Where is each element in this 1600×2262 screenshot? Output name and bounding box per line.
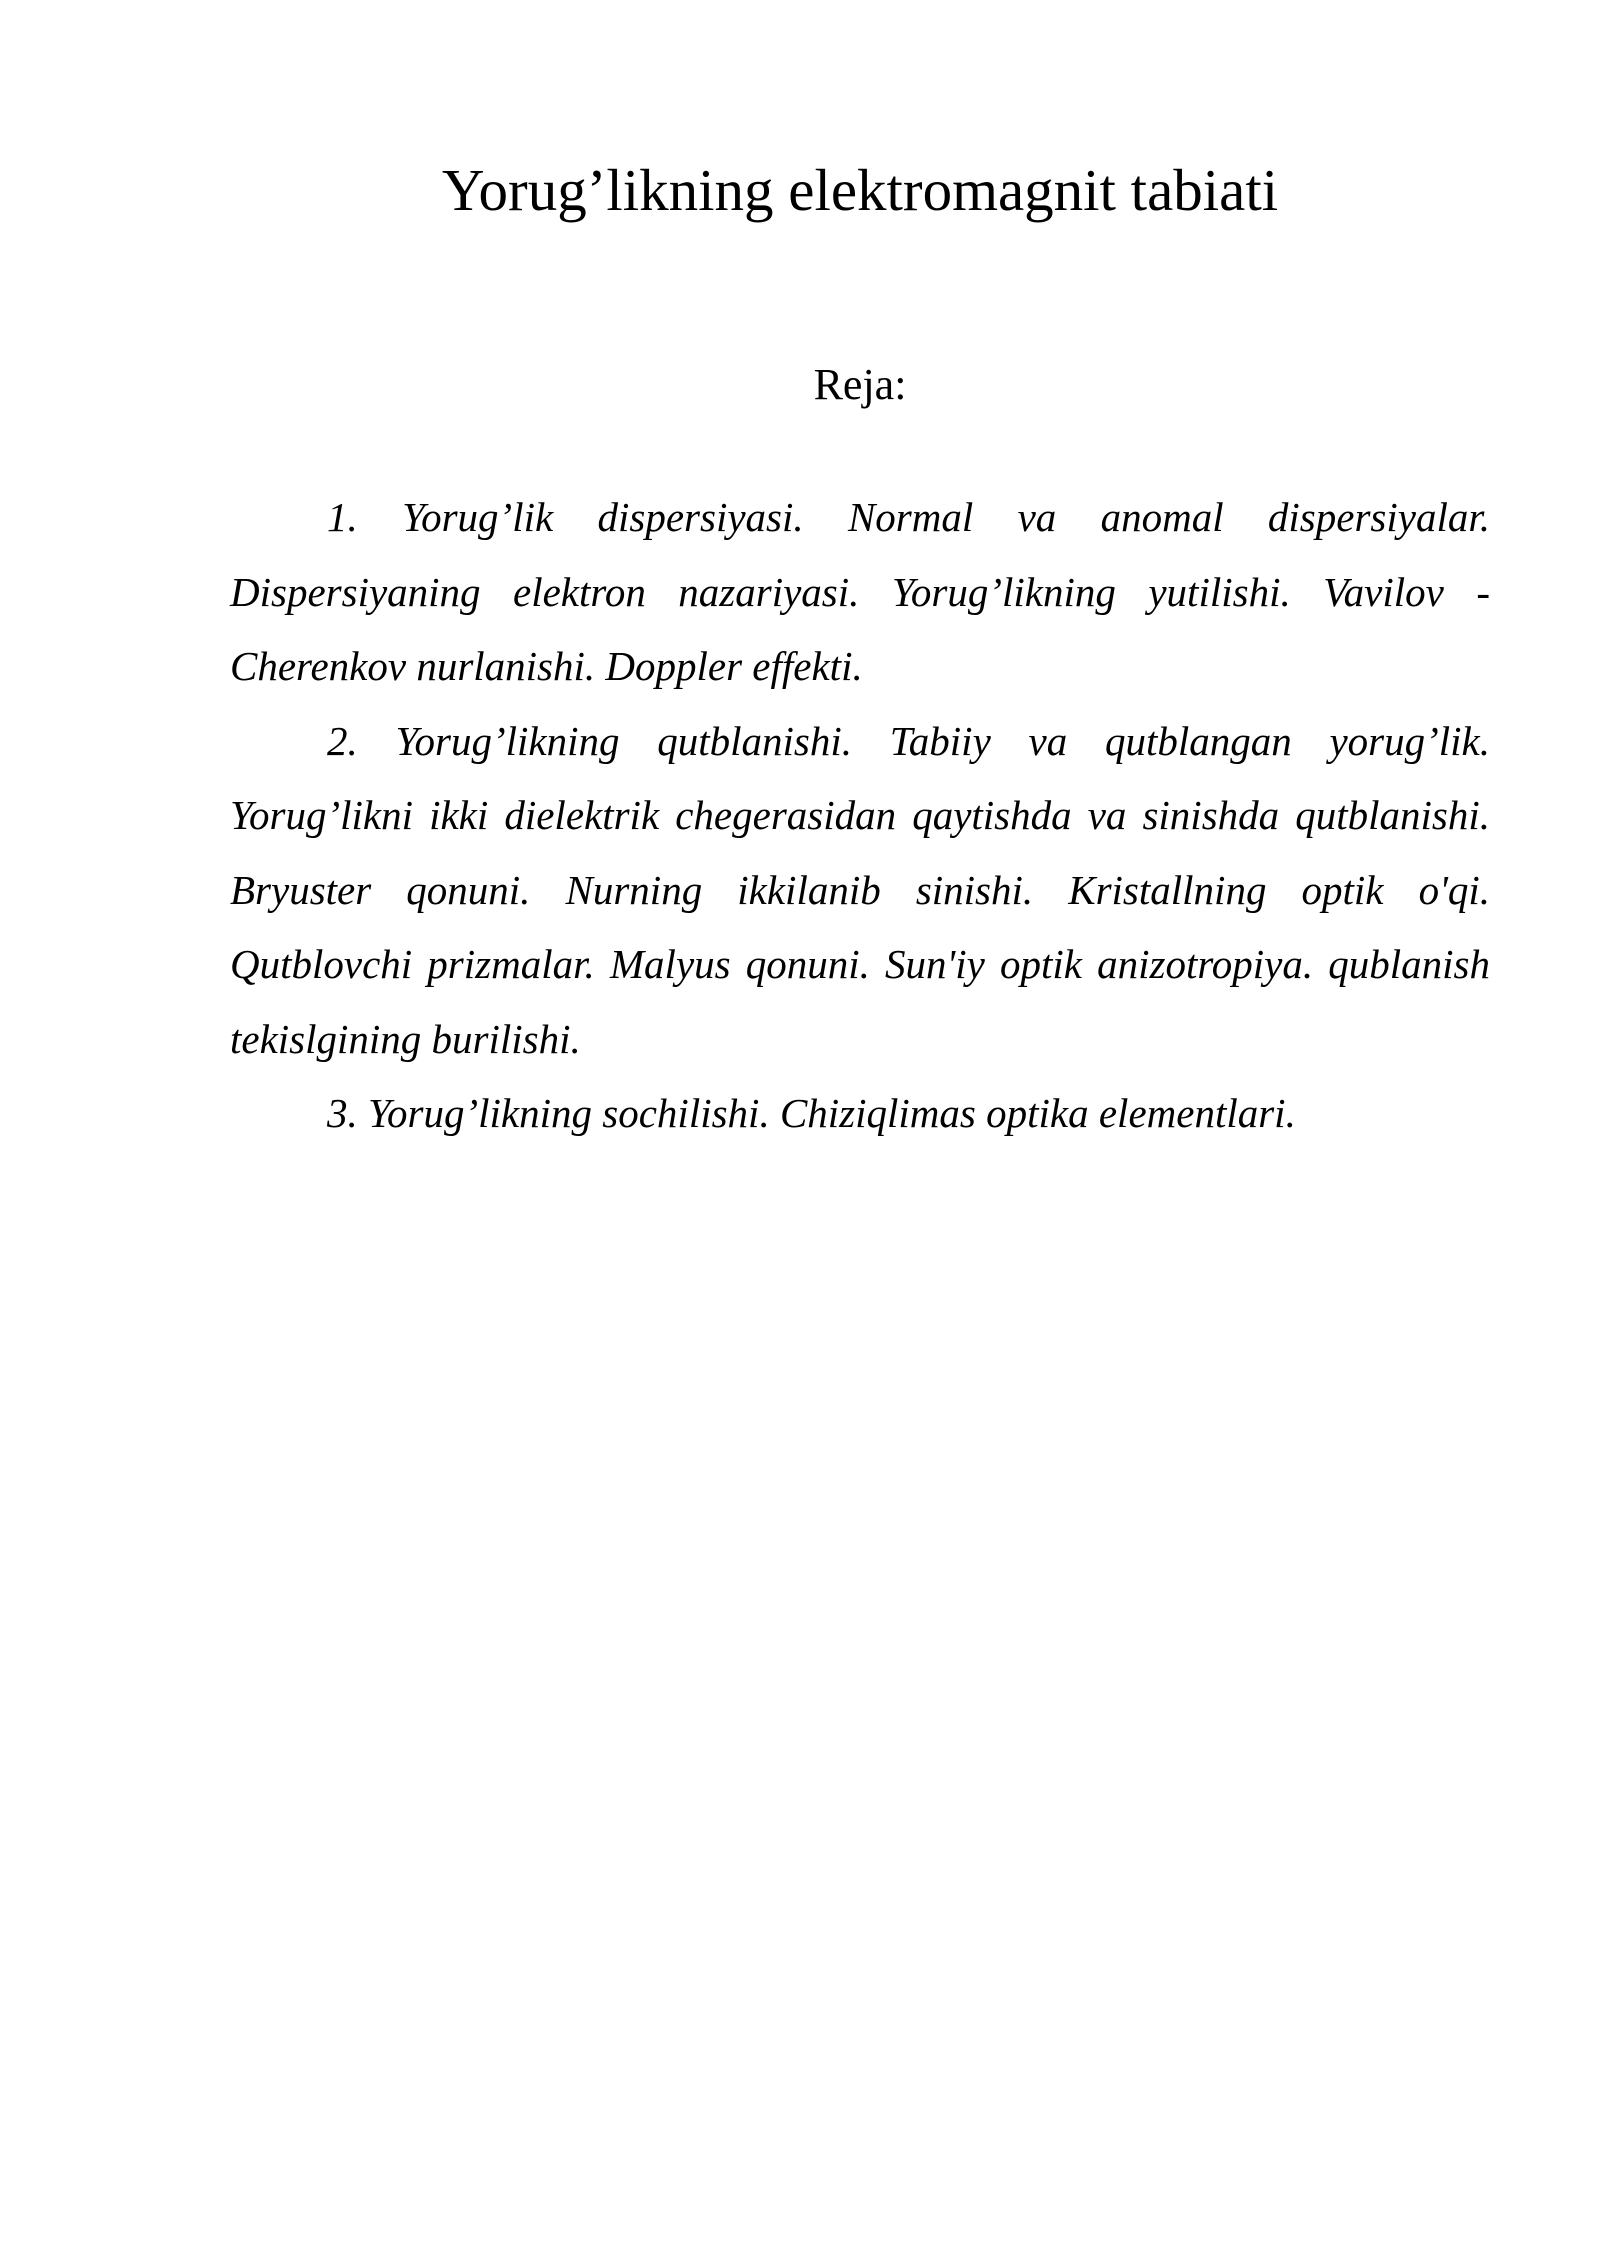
plan-heading: Reja:	[813, 360, 907, 409]
plan-item-1: 1. Yorug’lik dispersiyasi. Normal va anomal dispersiyalar. Dispersiyaning elektron nazariyasi. Yorug’likning yutilishi. Vavilov - Cherenkov nurlanishi. Doppler effekti.	[230, 494, 1490, 689]
document-title: Yorug’likning elektromagnit tabiati	[441, 157, 1279, 223]
plan-item-2: 2. Yorug’likning qutblanishi. Tabiiy va qutblangan yorug’lik. Yorug’likni ikki dielektrik chegerasidan qaytishda va sinishda qutblanishi. Bryuster qonuni. Nurning ikkilanib sinishi. Kristallning optik o'qi. Qutblovchi prizmalar. Malyus qonuni. Sun'iy optik anizotropiya. qublanish tekislgining burilishi.	[230, 717, 1490, 1062]
plan-list	[230, 480, 1490, 1151]
plan-item-3: 3. Yorug’likning sochilishi. Chiziqlimas optika elementlari.	[327, 1090, 1296, 1136]
